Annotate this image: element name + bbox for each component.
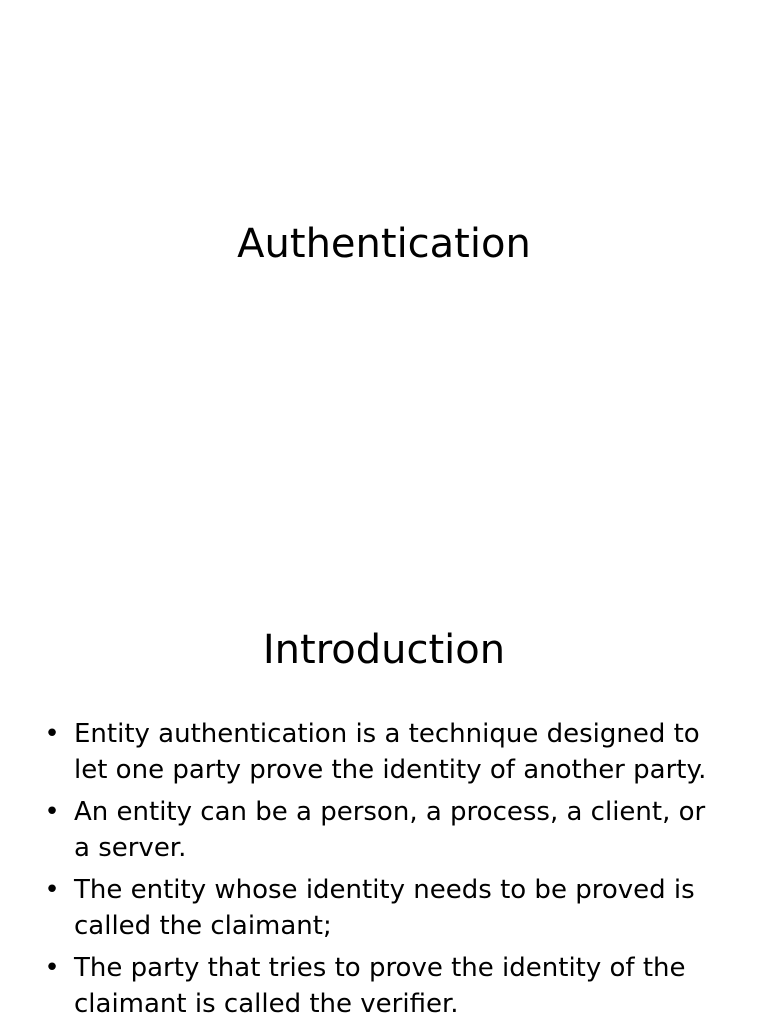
bullet-item [42,872,722,944]
bullet-text: An entity can be a person, a process, a client, or a server. [74,797,706,863]
bullet-icon: • [44,719,60,749]
bullet-icon: • [44,797,60,827]
bullet-text: Entity authentication is a technique designed to let one party prove the identity of another party. [74,719,707,785]
content-slide [0,560,768,1024]
bullet-text: The party that tries to prove the identity of the claimant is called the verifier. [74,953,686,1019]
bullet-item [42,794,722,866]
bullet-item [42,716,722,788]
bullet-icon: • [44,953,60,983]
slide-heading: Introduction [262,627,506,673]
bullet-list [42,716,722,1028]
bullet-text: The entity whose identity needs to be proved is called the claimant; [74,875,695,941]
slide-title: Authentication [237,221,531,267]
bullet-item [42,950,722,1022]
bullet-icon: • [44,875,60,905]
